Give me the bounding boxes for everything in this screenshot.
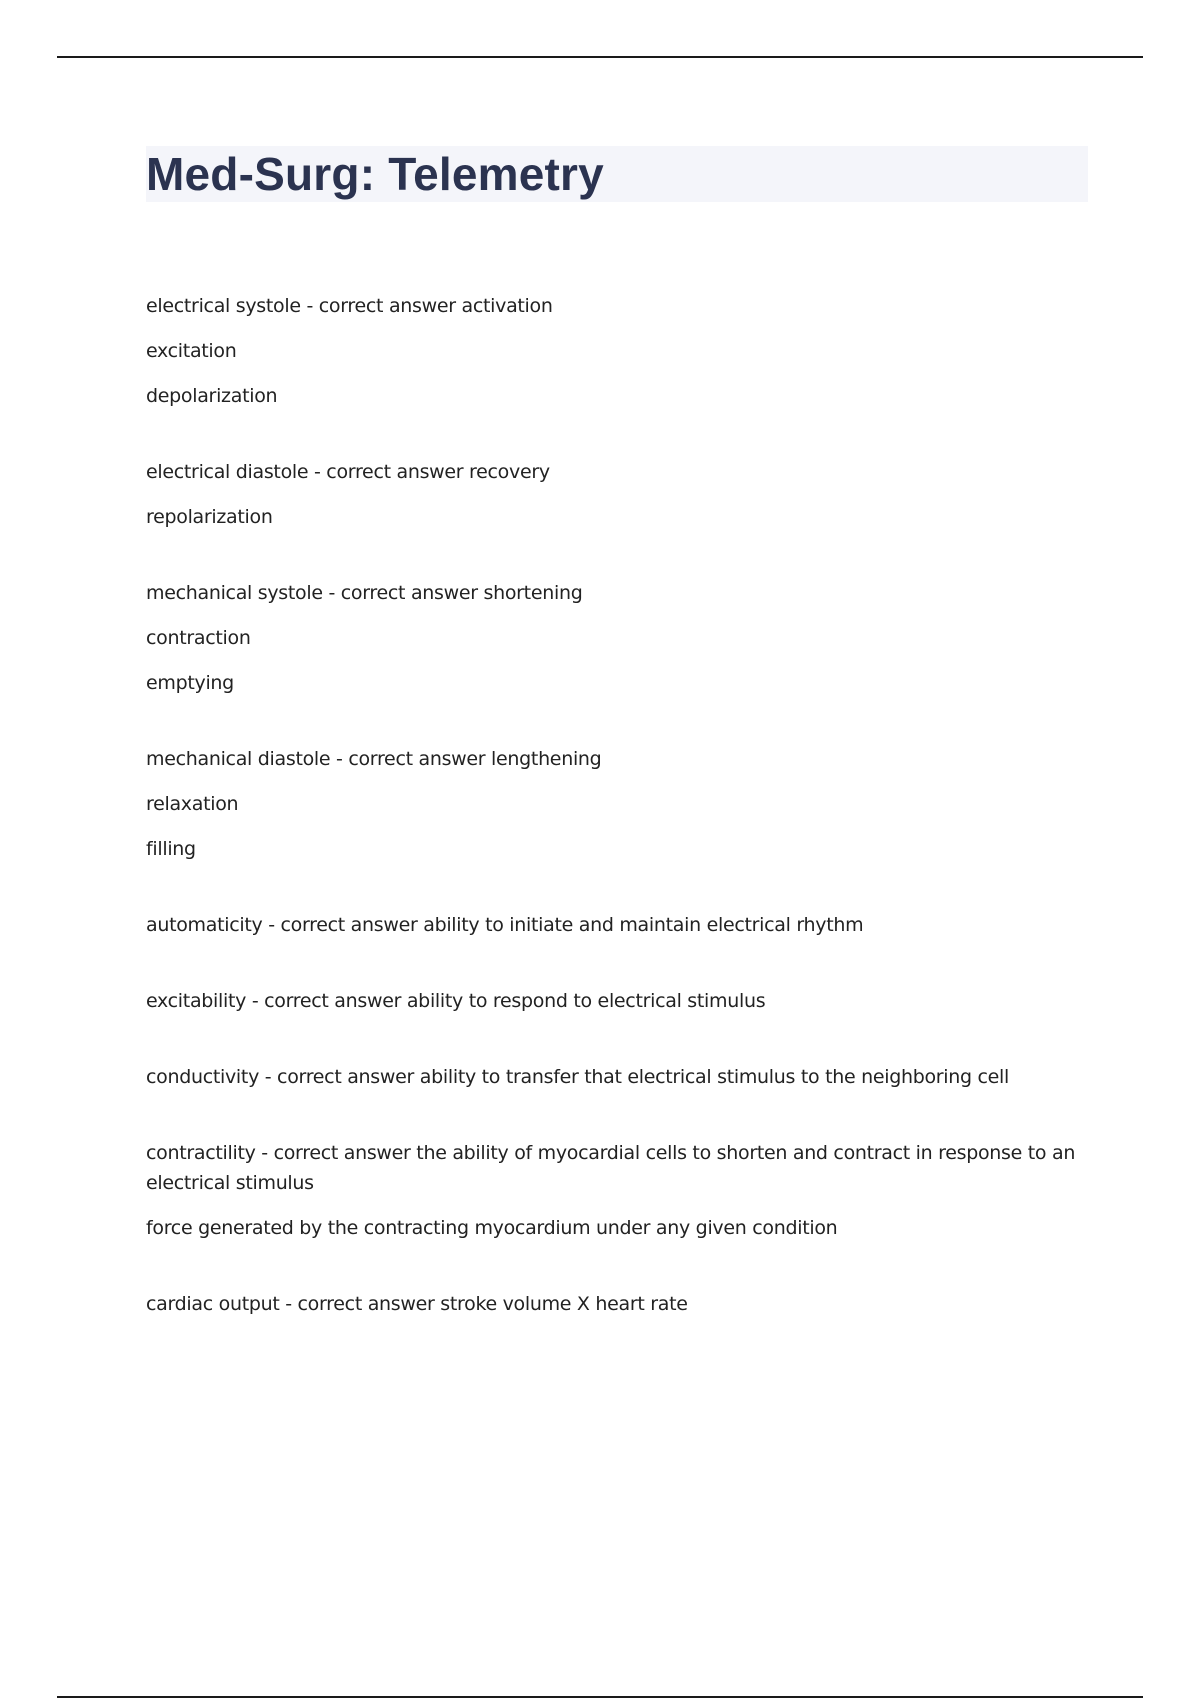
term-line: cardiac output - correct answer stroke volume X heart rate [146, 1293, 688, 1315]
term-line: electrical diastole - correct answer recovery [146, 461, 550, 483]
term-line: electrical systole - correct answer activation [146, 295, 553, 317]
list-item [146, 910, 1076, 940]
answer-line: depolarization [146, 385, 278, 407]
bottom-rule [57, 1696, 1143, 1698]
term-line: mechanical diastole - correct answer lengthening [146, 748, 602, 770]
answer-line: repolarization [146, 506, 273, 528]
answer-line: relaxation [146, 793, 239, 815]
term-line: excitability - correct answer ability to respond to electrical stimulus [146, 990, 766, 1012]
answer-line: filling [146, 838, 196, 860]
page-title: Med-Surg: Telemetry [146, 148, 604, 200]
list-item [146, 1138, 1076, 1243]
term-line: contractility - correct answer the ability of myocardial cells to shorten and contract in response to an electrical stimulus [146, 1142, 1076, 1194]
list-item [146, 986, 1076, 1016]
answer-line: emptying [146, 672, 234, 694]
term-line: mechanical systole - correct answer shortening [146, 582, 583, 604]
term-line: conductivity - correct answer ability to transfer that electrical stimulus to the neighboring cell [146, 1066, 1010, 1088]
flashcard-list [146, 291, 1076, 1365]
list-item [146, 744, 1076, 864]
answer-line: contraction [146, 627, 251, 649]
answer-line: force generated by the contracting myocardium under any given condition [146, 1217, 838, 1239]
list-item [146, 1289, 1076, 1319]
list-item [146, 457, 1076, 532]
top-rule [57, 56, 1143, 58]
term-line: automaticity - correct answer ability to initiate and maintain electrical rhythm [146, 914, 864, 936]
list-item [146, 1062, 1076, 1092]
list-item [146, 291, 1076, 411]
answer-line: excitation [146, 340, 237, 362]
list-item [146, 578, 1076, 698]
